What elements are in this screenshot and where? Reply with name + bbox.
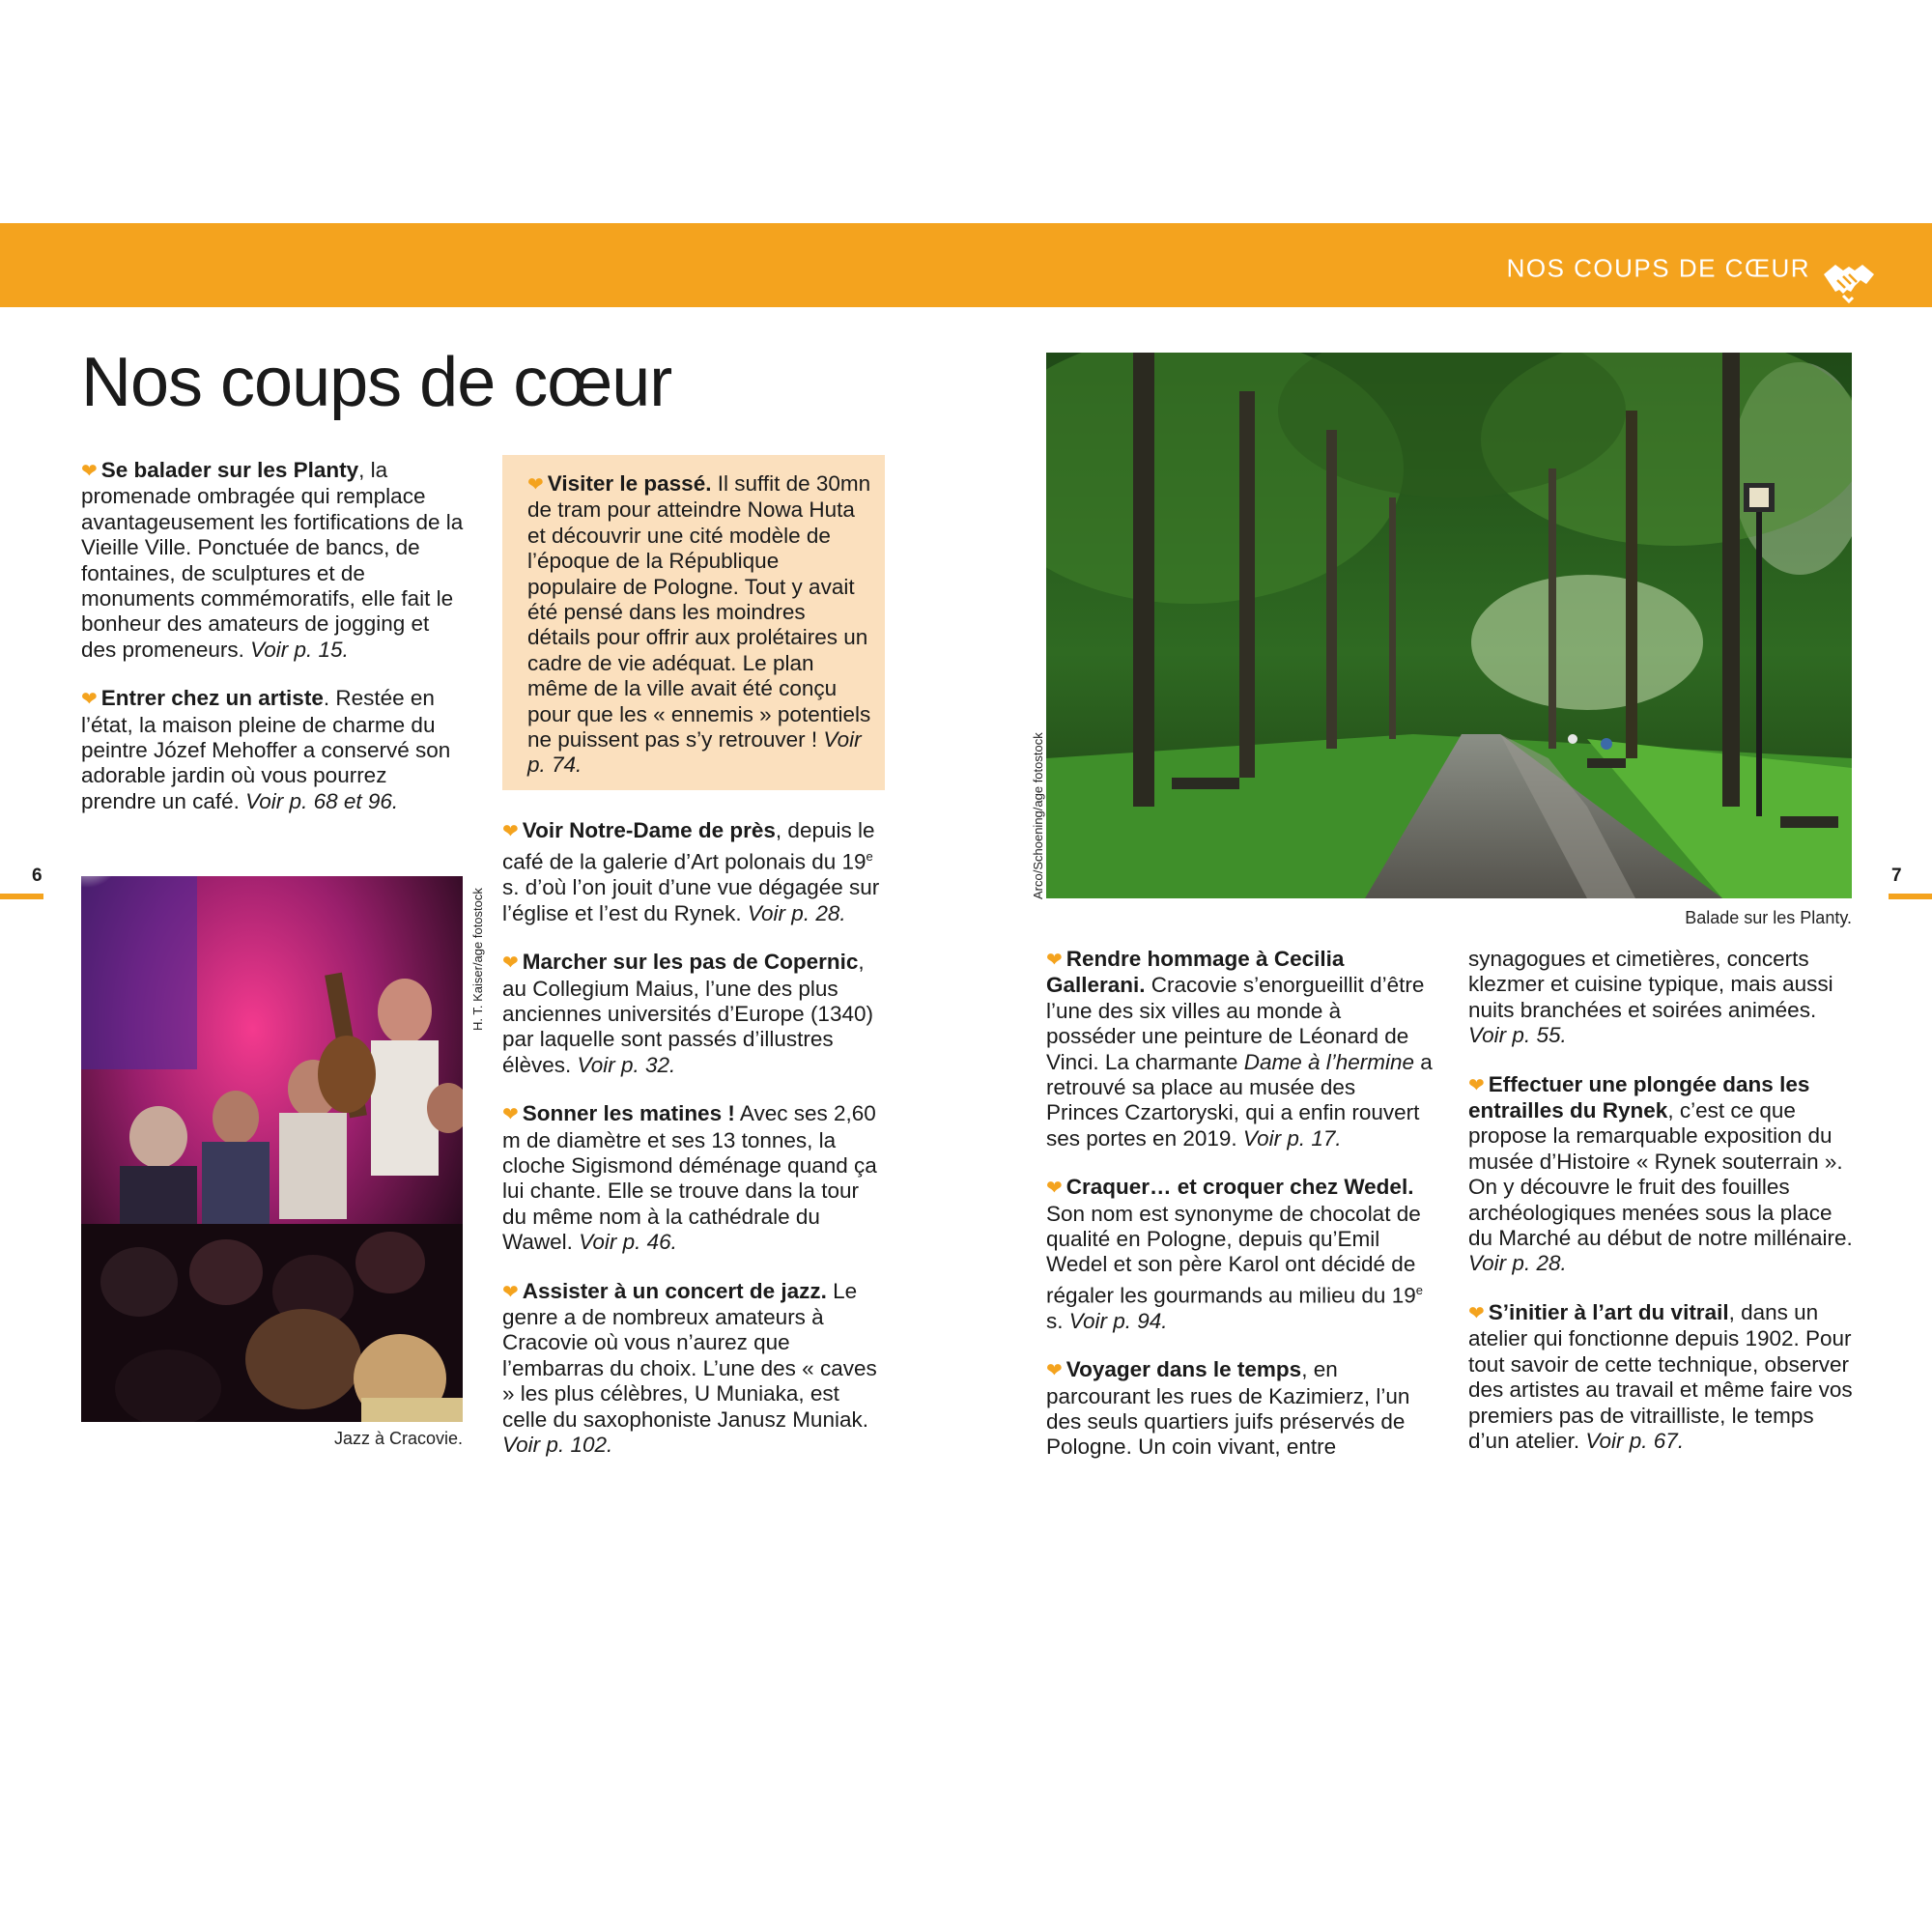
list-item: ❤ Sonner les matines ! Avec ses 2,60 m de diamètre et ses 13 tonnes, la cloche Sigismond déménage quand ça lui chante. Elle se trouve dans la tour du même nom à la cathédrale du Wawel. Voir p. 46. bbox=[502, 1101, 877, 1255]
jazz-photo bbox=[81, 876, 463, 1422]
heart-icon: ❤ bbox=[1046, 1360, 1063, 1382]
jazz-photo-credit: H. T. Kaiser/age fotostock bbox=[470, 888, 485, 1031]
heart-icon: ❤ bbox=[527, 474, 544, 496]
heart-icon: ❤ bbox=[81, 461, 98, 482]
list-item: ❤ Entrer chez un artiste. Restée en l’état, la maison pleine de charme du peintre Józef Mehoffer a conservé son adorable jardin où vous pourrez prendre un café. Voir p. 68 et 96. bbox=[81, 686, 451, 813]
heart-icon: ❤ bbox=[1468, 1074, 1485, 1096]
highlight-text bbox=[527, 471, 871, 779]
heart-icon: ❤ bbox=[1468, 1302, 1485, 1324]
handshake-icon bbox=[1822, 261, 1876, 303]
column-4 bbox=[1468, 947, 1855, 1477]
heart-icon: ❤ bbox=[502, 1281, 519, 1303]
page-number-right: 7 bbox=[1891, 866, 1902, 886]
jazz-photo-caption: Jazz à Cracovie. bbox=[333, 1429, 463, 1448]
page-number-left: 6 bbox=[32, 866, 43, 886]
heart-icon: ❤ bbox=[1046, 950, 1063, 971]
heart-icon: ❤ bbox=[81, 689, 98, 711]
list-item: ❤ Effectuer une plongée dans les entrailles du Rynek, c’est ce que propose la remarquable exposition du musée d’Histoire « Rynek souterrain ». On y découvre le fruit des fouilles archéologiques menées sous la place du Marché au début de notre millénaire. Voir p. 28. bbox=[1468, 1071, 1853, 1276]
list-item: ❤ Rendre hommage à Cecilia Gallerani. Cracovie s’enorgueillit d’être l’une des six villes au monde à posséder une peinture de Léonard de Vinci. La charmante Dame à l’hermine a retrouvé sa place au musée des Princes Czartoryski, qui a enfin rouvert ses portes en 2019. Voir p. 17. bbox=[1046, 947, 1433, 1151]
column-1 bbox=[81, 458, 464, 838]
column-3 bbox=[1046, 947, 1433, 1484]
page-marker-left bbox=[0, 894, 43, 899]
planty-photo bbox=[1046, 353, 1852, 898]
list-item: ❤ Se balader sur les Planty, la promenade ombragée qui remplace avantageusement les fortifications de la Vieille Ville. Ponctuée de bancs, de fontaines, de sculptures et de monuments commémoratifs, elle fait le bonheur des amateurs de jogging et des promeneurs. Voir p. 15. bbox=[81, 458, 464, 662]
list-item: ❤ Voyager dans le temps, en parcourant les rues de Kazimierz, l’un des seuls quartiers juifs préservés de Pologne. Un coin vivant, entre bbox=[1046, 1357, 1410, 1460]
list-item: ❤ Visiter le passé. Il suffit de 30mn de tram pour atteindre Nowa Huta et découvrir une cité modèle de l’époque de la République populaire de Pologne. Tout y avait été pensé dans les moindres détails pour offrir aux prolétaires un cadre de vie adéquat. Le plan même de la ville avait été conçu pour que les « ennemis » potentiels ne puissent pas s’y retrouver ! Voir p. 74. bbox=[527, 471, 871, 778]
column-2 bbox=[502, 818, 889, 1481]
list-item: ❤ Assister à un concert de jazz. Le genre a de nombreux amateurs à Cracovie où vous n’aurez que l’embarras du choix. L’une des « caves » les plus célèbres, U Muniaka, est celle du saxophoniste Janusz Muniak. Voir p. 102. bbox=[502, 1278, 877, 1458]
heart-icon: ❤ bbox=[502, 952, 519, 975]
header-title: NOS COUPS DE CŒUR bbox=[1506, 253, 1810, 283]
page-marker-right bbox=[1889, 894, 1932, 899]
page-title: Nos coups de cœur bbox=[81, 344, 672, 421]
list-item: ❤ S’initier à l’art du vitrail, dans un atelier qui fonctionne depuis 1902. Pour tout savoir de cette technique, observer des artistes au travail et même faire vos premiers pas de vitrailliste, le temps d’un atelier. Voir p. 67. bbox=[1468, 1299, 1853, 1453]
planty-photo-caption: Balade sur les Planty. bbox=[1685, 908, 1852, 927]
list-item: synagogues et cimetières, concerts klezmer et cuisine typique, mais aussi nuits branchées et soirées animées. Voir p. 55. bbox=[1468, 947, 1833, 1048]
list-item: ❤ Craquer… et croquer chez Wedel. Son nom est synonyme de chocolat de qualité en Pologne, depuis qu’Emil Wedel et son père Karol ont décidé de régaler les gourmands au milieu du 19e s. Voir p. 94. bbox=[1046, 1175, 1423, 1333]
planty-photo-credit: Arco/Schoening/age fotostock bbox=[1031, 732, 1045, 899]
heart-icon: ❤ bbox=[1046, 1178, 1063, 1200]
list-item: ❤ Marcher sur les pas de Copernic, au Collegium Maius, l’une des plus anciennes universités d’Europe (1340) par laquelle sont passés d’illustres élèves. Voir p. 32. bbox=[502, 950, 873, 1077]
heart-icon: ❤ bbox=[502, 1104, 519, 1126]
heart-icon: ❤ bbox=[502, 821, 519, 842]
list-item: ❤ Voir Notre-Dame de près, depuis le café de la galerie d’Art polonais du 19e s. d’où l’on jouit d’une vue dégagée sur l’église et l’est du Rynek. Voir p. 28. bbox=[502, 818, 880, 925]
